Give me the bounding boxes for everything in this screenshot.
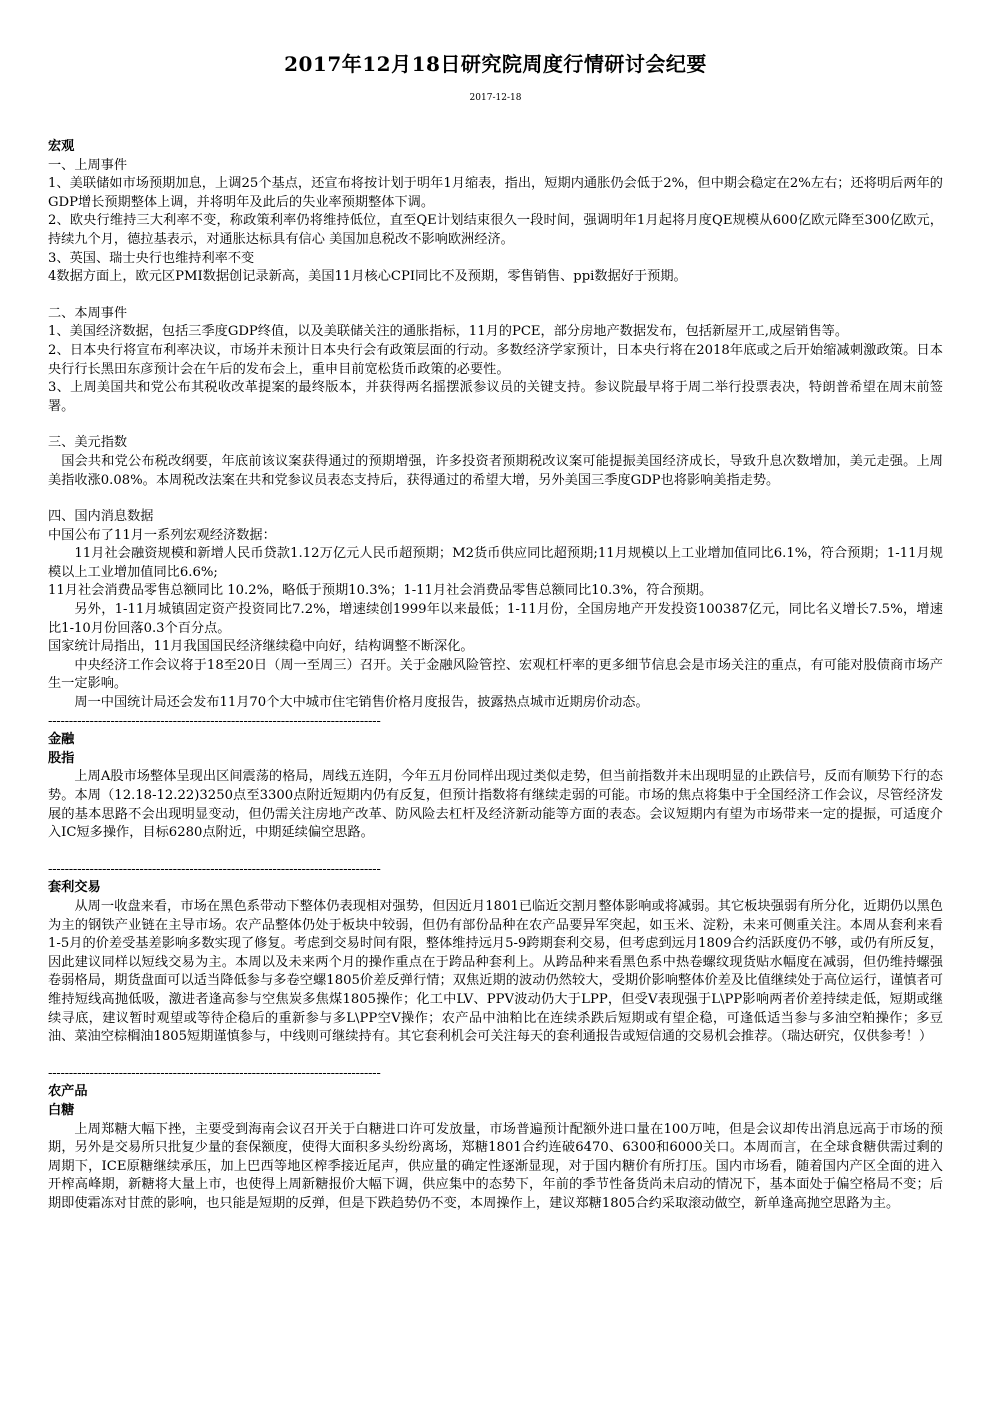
separator-line: -------------------------------------------------------------------------------- [48, 1065, 381, 1081]
paragraph: 上周郑糖大幅下挫，主要受到海南会议召开关于白糖进口许可发放量，市场普遍预计配额外进口量在100万吨，但是会议却传出消息远高于市场的预期，另外是交易所只批复少量的套保额度，使得大面积多头纷纷离场，郑糖1801合约连破6470、6300和6000关口。本周而言，在全球食糖供需过剩的周期下，ICE原糖继续承压，加上巴西等地区榨季接近尾声，供应量的确定性逐渐显现，对于国内糖价有所打压。国内市场看，随着国内产区全面的进入开榨高峰期，新糖将大量上市，也使得上周新糖报价大幅下调，供应集中的态势下，年前的季节性备货尚未启动的情况下，基本面处于偏空格局不变；后期即使霜冻对甘蔗的影响，也只能是短期的反弹，但是下跌趋势仍不变，本周操作上，建议郑糖1805合约采取滚动做空，新单逢高抛空思路为主。 [48, 1121, 943, 1211]
subheading-this-week: 二、本周事件 [48, 305, 128, 321]
subheading-last-week: 一、上周事件 [48, 157, 128, 173]
paragraph: 从周一收盘来看，市场在黑色系带动下整体仍表现相对强势，但因近月1801已临近交割月整体影响或将减弱。其它板块强弱有所分化，近期仍以黑色为主的钢铁产业链在主导市场。农产品整体仍处于板块中较弱，但仍有部份品种在农产品要异军突起，如玉米、淀粉，未来可侧重关注。本周从套利来看1-5月的价差受基差影响多数实现了修复。考虑到交易时间有限，整体维持远月5-9跨期套利交易，但考虑到远月1809合约活跃度仍不够，或仍有所反复，因此建议同样以短线交易为主。本周以及未来两个月的操作重点在于跨品种套利上。从跨品种来看黑色系中热卷螺纹现货贴水幅度在减弱，但仍维持螺强卷弱格局，期货盘面可以适当降低参与多卷空螺1805价差反弹行情；双焦近期的波动仍然较大，受期价影响整体价差及比值继续处于高位运行，谨慎者可维持短线高抛低吸，激进者逢高参与空焦炭多焦煤1805操作；化工中LV、PPV波动仍大于LPP，但受V表现强于L\PP影响两者价差持续走低，短期或继续寻底，建议暂时观望或等待企稳后的重新参与多L\PP空V操作；农产品中油粕比在连续杀跌后短期或有望企稳，可逢低适当参与多油空粕操作；多豆油、菜油空棕榈油1805短期谨慎参与，中线则可继续持有。其它套利机会可关注每天的套利通报告或短信通的交易机会推荐。（瑞达研究，仅供参考！） [48, 898, 943, 1045]
section-heading-agri: 农产品 [48, 1084, 88, 1100]
paragraph: 1、美国经济数据，包括三季度GDP终值，以及美联储关注的通胀指标，11月的PCE，部分房地产数据发布，包括新屋开工,成屋销售等。 [48, 324, 849, 340]
section-heading-macro: 宏观 [48, 139, 75, 154]
separator-line: -------------------------------------------------------------------------------- [48, 713, 381, 729]
paragraph: 11月社会消费品零售总额同比 10.2%，略低于预期10.3%；1-11月社会消费品零售总额同比10.3%，符合预期。 [48, 583, 713, 599]
paragraph: 3、英国、瑞士央行也维持利率不变 [48, 250, 255, 266]
subheading-domestic: 四、国内消息数据 [48, 509, 154, 525]
paragraph: 中国公布了11月一系列宏观经济数据： [48, 527, 276, 543]
paragraph: 国会共和党公布税改纲要，年底前该议案获得通过的预期增强，许多投资者预期税改议案可能提振美国经济成长，导致升息次数增加，美元走强。上周美指收涨0.08%。本周税改法案在共和党参议员表态支持后，获得通过的希望大增，另外美国三季度GDP也将影响美指走势。 [48, 453, 943, 488]
paragraph: 11月社会融资规模和新增人民币贷款1.12万亿元人民币超预期；M2货币供应同比超预期;11月规模以上工业增加值同比6.1%，符合预期；1-11月规模以上工业增加值同比6.6%; [48, 546, 943, 580]
document-body [48, 138, 943, 1213]
page-title: 2017年12月18日研究院周度行情研讨会纪要 [284, 52, 707, 76]
paragraph: 4数据方面上，欧元区PMI数据创记录新高，美国11月核心CPI同比不及预期，零售销售、ppi数据好于预期。 [48, 269, 687, 285]
separator-line: -------------------------------------------------------------------------------- [48, 861, 381, 877]
paragraph: 周一中国统计局还会发布11月70个大中城市住宅销售价格月度报告，披露热点城市近期房价动态。 [74, 695, 649, 711]
paragraph: 2、日本央行将宣布利率决议，市场并未预计日本央行会有政策层面的行动。多数经济学家预计，日本央行将在2018年底或之后开始缩减刺激政策。日本央行行长黑田东彦预计会在午后的发布会上，重申目前宽松货币政策的必要性。 [48, 342, 943, 377]
subheading-usd-index: 三、美元指数 [48, 435, 128, 451]
paragraph: 3、上周美国共和党公布其税收改革提案的最终版本，并获得两名摇摆派参议员的关键支持。参议院最早将于周二举行投票表决，特朗普希望在周末前签署。 [48, 380, 943, 414]
paragraph: 另外，1-11月城镇固定资产投资同比7.2%，增速续创1999年以来最低；1-11月份，全国房地产开发投资100387亿元，同比名义增长7.5%，增速比1-10月份回落0.3个百分点。 [48, 602, 943, 636]
subheading-stock-index: 股指 [48, 750, 75, 766]
page-date: 2017-12-18 [469, 93, 522, 103]
section-heading-arbitrage: 套利交易 [48, 880, 101, 896]
paragraph: 上周A股市场整体呈现出区间震荡的格局，周线五连阴，今年五月份同样出现过类似走势，但当前指数并未出现明显的止跌信号，反而有顺势下行的态势。本周（12.18-12.22)3250点至3300点附近短期内仍有反复，但预计指数将有继续走弱的可能。市场的焦点将集中于全国经济工作会议，尽管经济发展的基本思路不会出现明显变动，但仍需关注房地产改革、防风险去杠杆及经济新动能等方面的表态。会议短期内有望为市场带来一定的提振，可适度介入IC短多操作，目标6280点附近，中期延续偏空思路。 [48, 769, 943, 841]
paragraph: 2、欧央行维持三大利率不变，称政策利率仍将维持低位，直至QE计划结束很久一段时间，强调明年1月起将月度QE规模从600亿欧元降至300亿欧元，持续九个月，德拉基表示，对通胀达标具有信心 美国加息税改不影响欧洲经济。 [48, 213, 943, 247]
paragraph: 国家统计局指出，11月我国国民经济继续稳中向好，结构调整不断深化。 [48, 639, 474, 655]
paragraph: 1、美联储如市场预期加息，上调25个基点，还宣布将按计划于明年1月缩表，指出，短期内通胀仍会低于2%，但中期会稳定在2%左右；还将明后两年的GDP增长预期整体上调，并将明年及此后的失业率预期整体下调。 [48, 176, 943, 210]
section-heading-finance: 金融 [48, 732, 75, 748]
subheading-sugar: 白糖 [48, 1102, 75, 1118]
paragraph: 中央经济工作会议将于18至20日（周一至周三）召开。关于金融风险管控、宏观杠杆率的更多细节信息会是市场关注的重点，有可能对股债商市场产生一定影响。 [48, 657, 943, 692]
